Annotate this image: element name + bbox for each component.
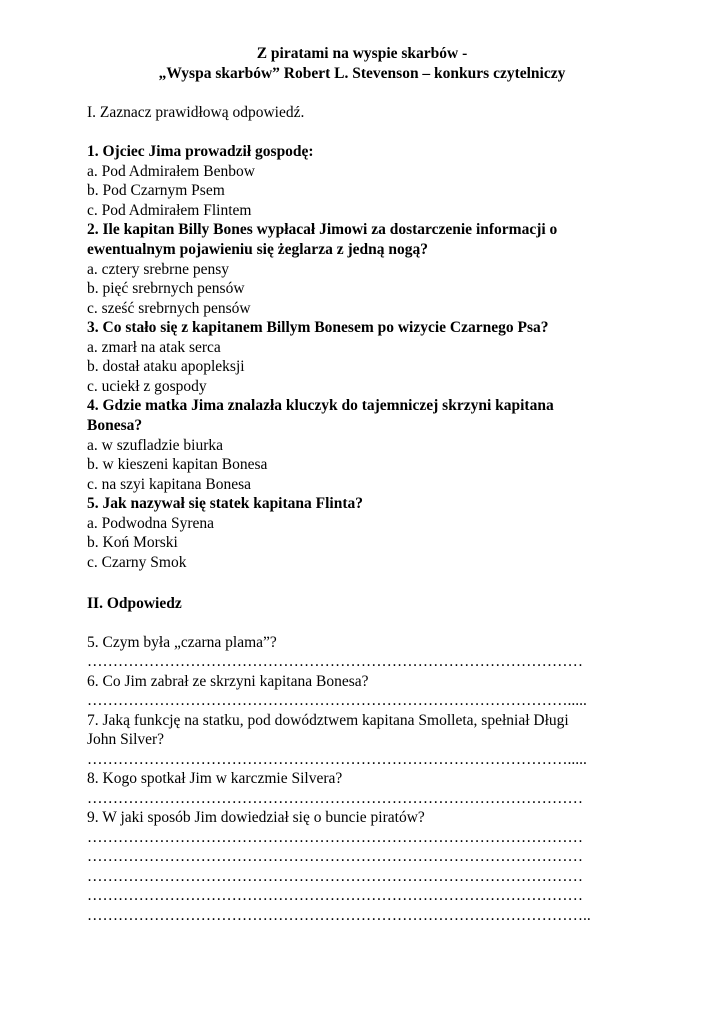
question-2-line-1: 2. Ile kapitan Billy Bones wypłacał Jimowi za dostarczenie informacji o bbox=[87, 221, 558, 238]
question-1-option-b: b. Pod Czarnym Psem bbox=[87, 182, 225, 199]
answer-line-9-1[interactable]: …………………………………………………………………………………… bbox=[87, 829, 583, 846]
question-4-option-c: c. na szyi kapitana Bonesa bbox=[87, 476, 251, 493]
open-question-5: 5. Czym była „czarna plama”? bbox=[87, 634, 277, 651]
open-question-7-line-1: 7. Jaką funkcję na statku, pod dowództwem kapitana Smolleta, spełniał Długi bbox=[87, 712, 569, 729]
question-3: 3. Co stało się z kapitanem Billym Bonesem po wizycie Czarnego Psa? bbox=[87, 319, 549, 336]
open-question-6: 6. Co Jim zabrał ze skrzyni kapitana Bonesa? bbox=[87, 673, 369, 690]
answer-line-9-3[interactable]: …………………………………………………………………………………… bbox=[87, 868, 583, 885]
question-2-option-c: c. sześć srebrnych pensów bbox=[87, 300, 251, 317]
answer-line-9-4[interactable]: …………………………………………………………………………………… bbox=[87, 887, 583, 904]
answer-line-8[interactable]: …………………………………………………………………………………… bbox=[87, 790, 583, 807]
question-4-option-a: a. w szufladzie biurka bbox=[87, 437, 223, 454]
question-3-option-a: a. zmarł na atak serca bbox=[87, 339, 221, 356]
answer-line-6[interactable]: …………………………………………………………………………………..... bbox=[87, 692, 587, 709]
question-2-option-b: b. pięć srebrnych pensów bbox=[87, 280, 245, 297]
answer-line-9-2[interactable]: …………………………………………………………………………………… bbox=[87, 848, 583, 865]
section-2-heading: II. Odpowiedz bbox=[87, 595, 182, 612]
question-4-line-1: 4. Gdzie matka Jima znalazła kluczyk do tajemniczej skrzyni kapitana bbox=[87, 397, 554, 414]
open-question-8: 8. Kogo spotkał Jim w karczmie Silvera? bbox=[87, 770, 343, 787]
question-5-option-c: c. Czarny Smok bbox=[87, 554, 187, 571]
question-5-option-a: a. Podwodna Syrena bbox=[87, 515, 214, 532]
title-line-2: „Wyspa skarbów” Robert L. Stevenson – konkurs czytelniczy bbox=[158, 65, 566, 82]
question-1-option-c: c. Pod Admirałem Flintem bbox=[87, 202, 252, 219]
question-1: 1. Ojciec Jima prowadził gospodę: bbox=[87, 143, 314, 160]
question-5: 5. Jak nazywał się statek kapitana Flinta? bbox=[87, 495, 364, 512]
question-4-line-2: Bonesa? bbox=[87, 417, 143, 434]
open-question-7-line-2: John Silver? bbox=[87, 731, 165, 748]
question-3-option-b: b. dostał ataku apopleksji bbox=[87, 358, 245, 375]
answer-line-7[interactable]: …………………………………………………………………………………..... bbox=[87, 751, 587, 768]
answer-line-9-5[interactable]: …………………………………………………………………………………….. bbox=[87, 907, 591, 924]
question-2-option-a: a. cztery srebrne pensy bbox=[87, 261, 230, 278]
title-line-1: Z piratami na wyspie skarbów - bbox=[256, 45, 468, 62]
question-2-line-2: ewentualnym pojawieniu się żeglarza z jedną nogą? bbox=[87, 241, 428, 258]
question-5-option-b: b. Koń Morski bbox=[87, 534, 178, 551]
question-4-option-b: b. w kieszeni kapitan Bonesa bbox=[87, 456, 268, 473]
answer-line-5[interactable]: …………………………………………………………………………………… bbox=[87, 653, 583, 670]
question-1-option-a: a. Pod Admirałem Benbow bbox=[87, 163, 255, 180]
question-3-option-c: c. uciekł z gospody bbox=[87, 378, 207, 395]
section-1-instruction: I. Zaznacz prawidłową odpowiedź. bbox=[87, 104, 305, 121]
open-question-9: 9. W jaki sposób Jim dowiedział się o buncie piratów? bbox=[87, 809, 425, 826]
